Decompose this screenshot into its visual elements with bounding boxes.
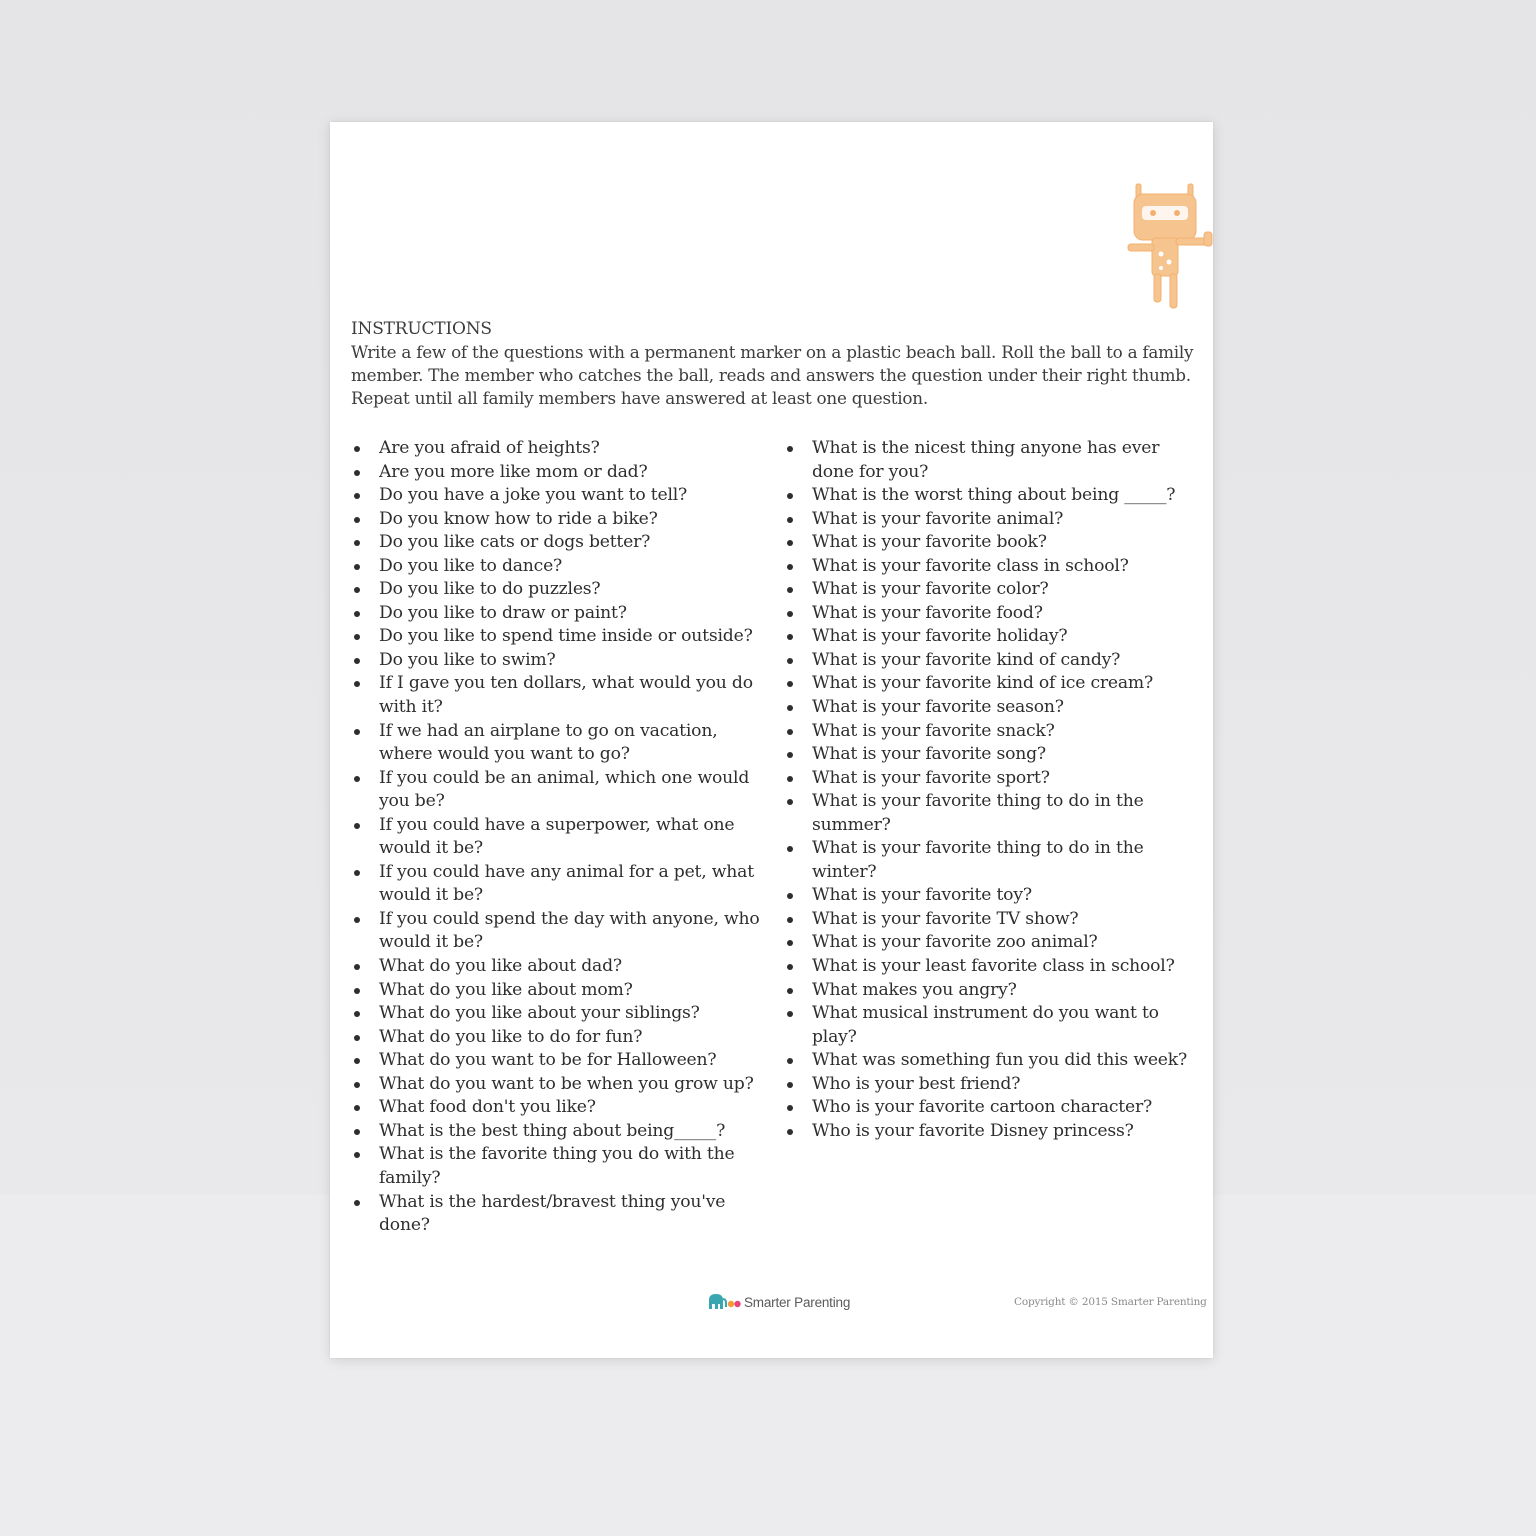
question-item: What is your favorite class in school? [784,555,1204,579]
question-item: Do you like to dance? [351,555,771,579]
questions-list-right [784,437,1204,1143]
question-item: What is your favorite season? [784,696,1204,720]
question-item: What is the favorite thing you do with the family? [351,1143,771,1190]
question-item: What food don't you like? [351,1096,771,1120]
question-item: Do you like to spend time inside or outside? [351,625,771,649]
question-item: What do you like about mom? [351,979,771,1003]
worksheet-page [330,122,1213,1358]
question-item: What do you like to do for fun? [351,1026,771,1050]
question-item: What is your favorite toy? [784,884,1204,908]
instructions-heading: INSTRUCTIONS [351,319,492,339]
question-item: If we had an airplane to go on vacation, where would you want to go? [351,720,771,767]
question-item: What is your favorite sport? [784,767,1204,791]
question-item: What is your favorite kind of candy? [784,649,1204,673]
questions-list-left [351,437,771,1238]
elephant-logo-icon [707,1293,741,1311]
question-item: What was something fun you did this week? [784,1049,1204,1073]
question-item: What is your favorite holiday? [784,625,1204,649]
question-item: What is your favorite TV show? [784,908,1204,932]
question-item: Do you like to swim? [351,649,771,673]
question-item: Do you like to draw or paint? [351,602,771,626]
copyright-text: Copyright © 2015 Smarter Parenting [1014,1296,1207,1308]
question-item: Who is your favorite cartoon character? [784,1096,1204,1120]
question-item: What is your favorite zoo animal? [784,931,1204,955]
question-item: Are you afraid of heights? [351,437,771,461]
question-item: Do you know how to ride a bike? [351,508,771,532]
question-item: What is the hardest/bravest thing you've done? [351,1191,771,1238]
question-item: What is your favorite kind of ice cream? [784,672,1204,696]
question-item: What do you like about dad? [351,955,771,979]
question-item: What is your favorite song? [784,743,1204,767]
question-item: What is your favorite thing to do in the winter? [784,837,1204,884]
footer-logo-text: Smarter Parenting [744,1294,851,1310]
question-item: What is your favorite color? [784,578,1204,602]
question-item: Who is your favorite Disney princess? [784,1120,1204,1144]
question-item: What do you like about your siblings? [351,1002,771,1026]
question-item: If you could have a superpower, what one would it be? [351,814,771,861]
question-item: What is the nicest thing anyone has ever done for you? [784,437,1204,484]
page-title [366,286,854,294]
question-item: If you could spend the day with anyone, who would it be? [351,908,771,955]
question-item: Do you have a joke you want to tell? [351,484,771,508]
question-item: What is the best thing about being_____? [351,1120,771,1144]
title-container [348,204,1128,294]
question-item: If you could be an animal, which one would you be? [351,767,771,814]
question-item: Are you more like mom or dad? [351,461,771,485]
question-item: What is your favorite thing to do in the summer? [784,790,1204,837]
question-item: Do you like to do puzzles? [351,578,771,602]
question-item: What is your least favorite class in school? [784,955,1204,979]
footer-logo [707,1291,850,1313]
instructions-text: Write a few of the questions with a permanent marker on a plastic beach ball. Roll the ball to a family member. The member who catches the ball, reads and answers the question under their right thumb. Repeat until all family members have answered at least one question. [351,342,1194,408]
question-item: What is your favorite snack? [784,720,1204,744]
question-item: What musical instrument do you want to play? [784,1002,1204,1049]
question-item: If you could have any animal for a pet, what would it be? [351,861,771,908]
question-item: What makes you angry? [784,979,1204,1003]
question-item: What do you want to be when you grow up? [351,1073,771,1097]
robot-mascot-icon [1126,182,1216,312]
question-item: What is your favorite book? [784,531,1204,555]
question-item: If I gave you ten dollars, what would you do with it? [351,672,771,719]
question-item: What is the worst thing about being _____? [784,484,1204,508]
question-item: What do you want to be for Halloween? [351,1049,771,1073]
question-item: Who is your best friend? [784,1073,1204,1097]
question-item: Do you like cats or dogs better? [351,531,771,555]
question-item: What is your favorite animal? [784,508,1204,532]
question-item: What is your favorite food? [784,602,1204,626]
